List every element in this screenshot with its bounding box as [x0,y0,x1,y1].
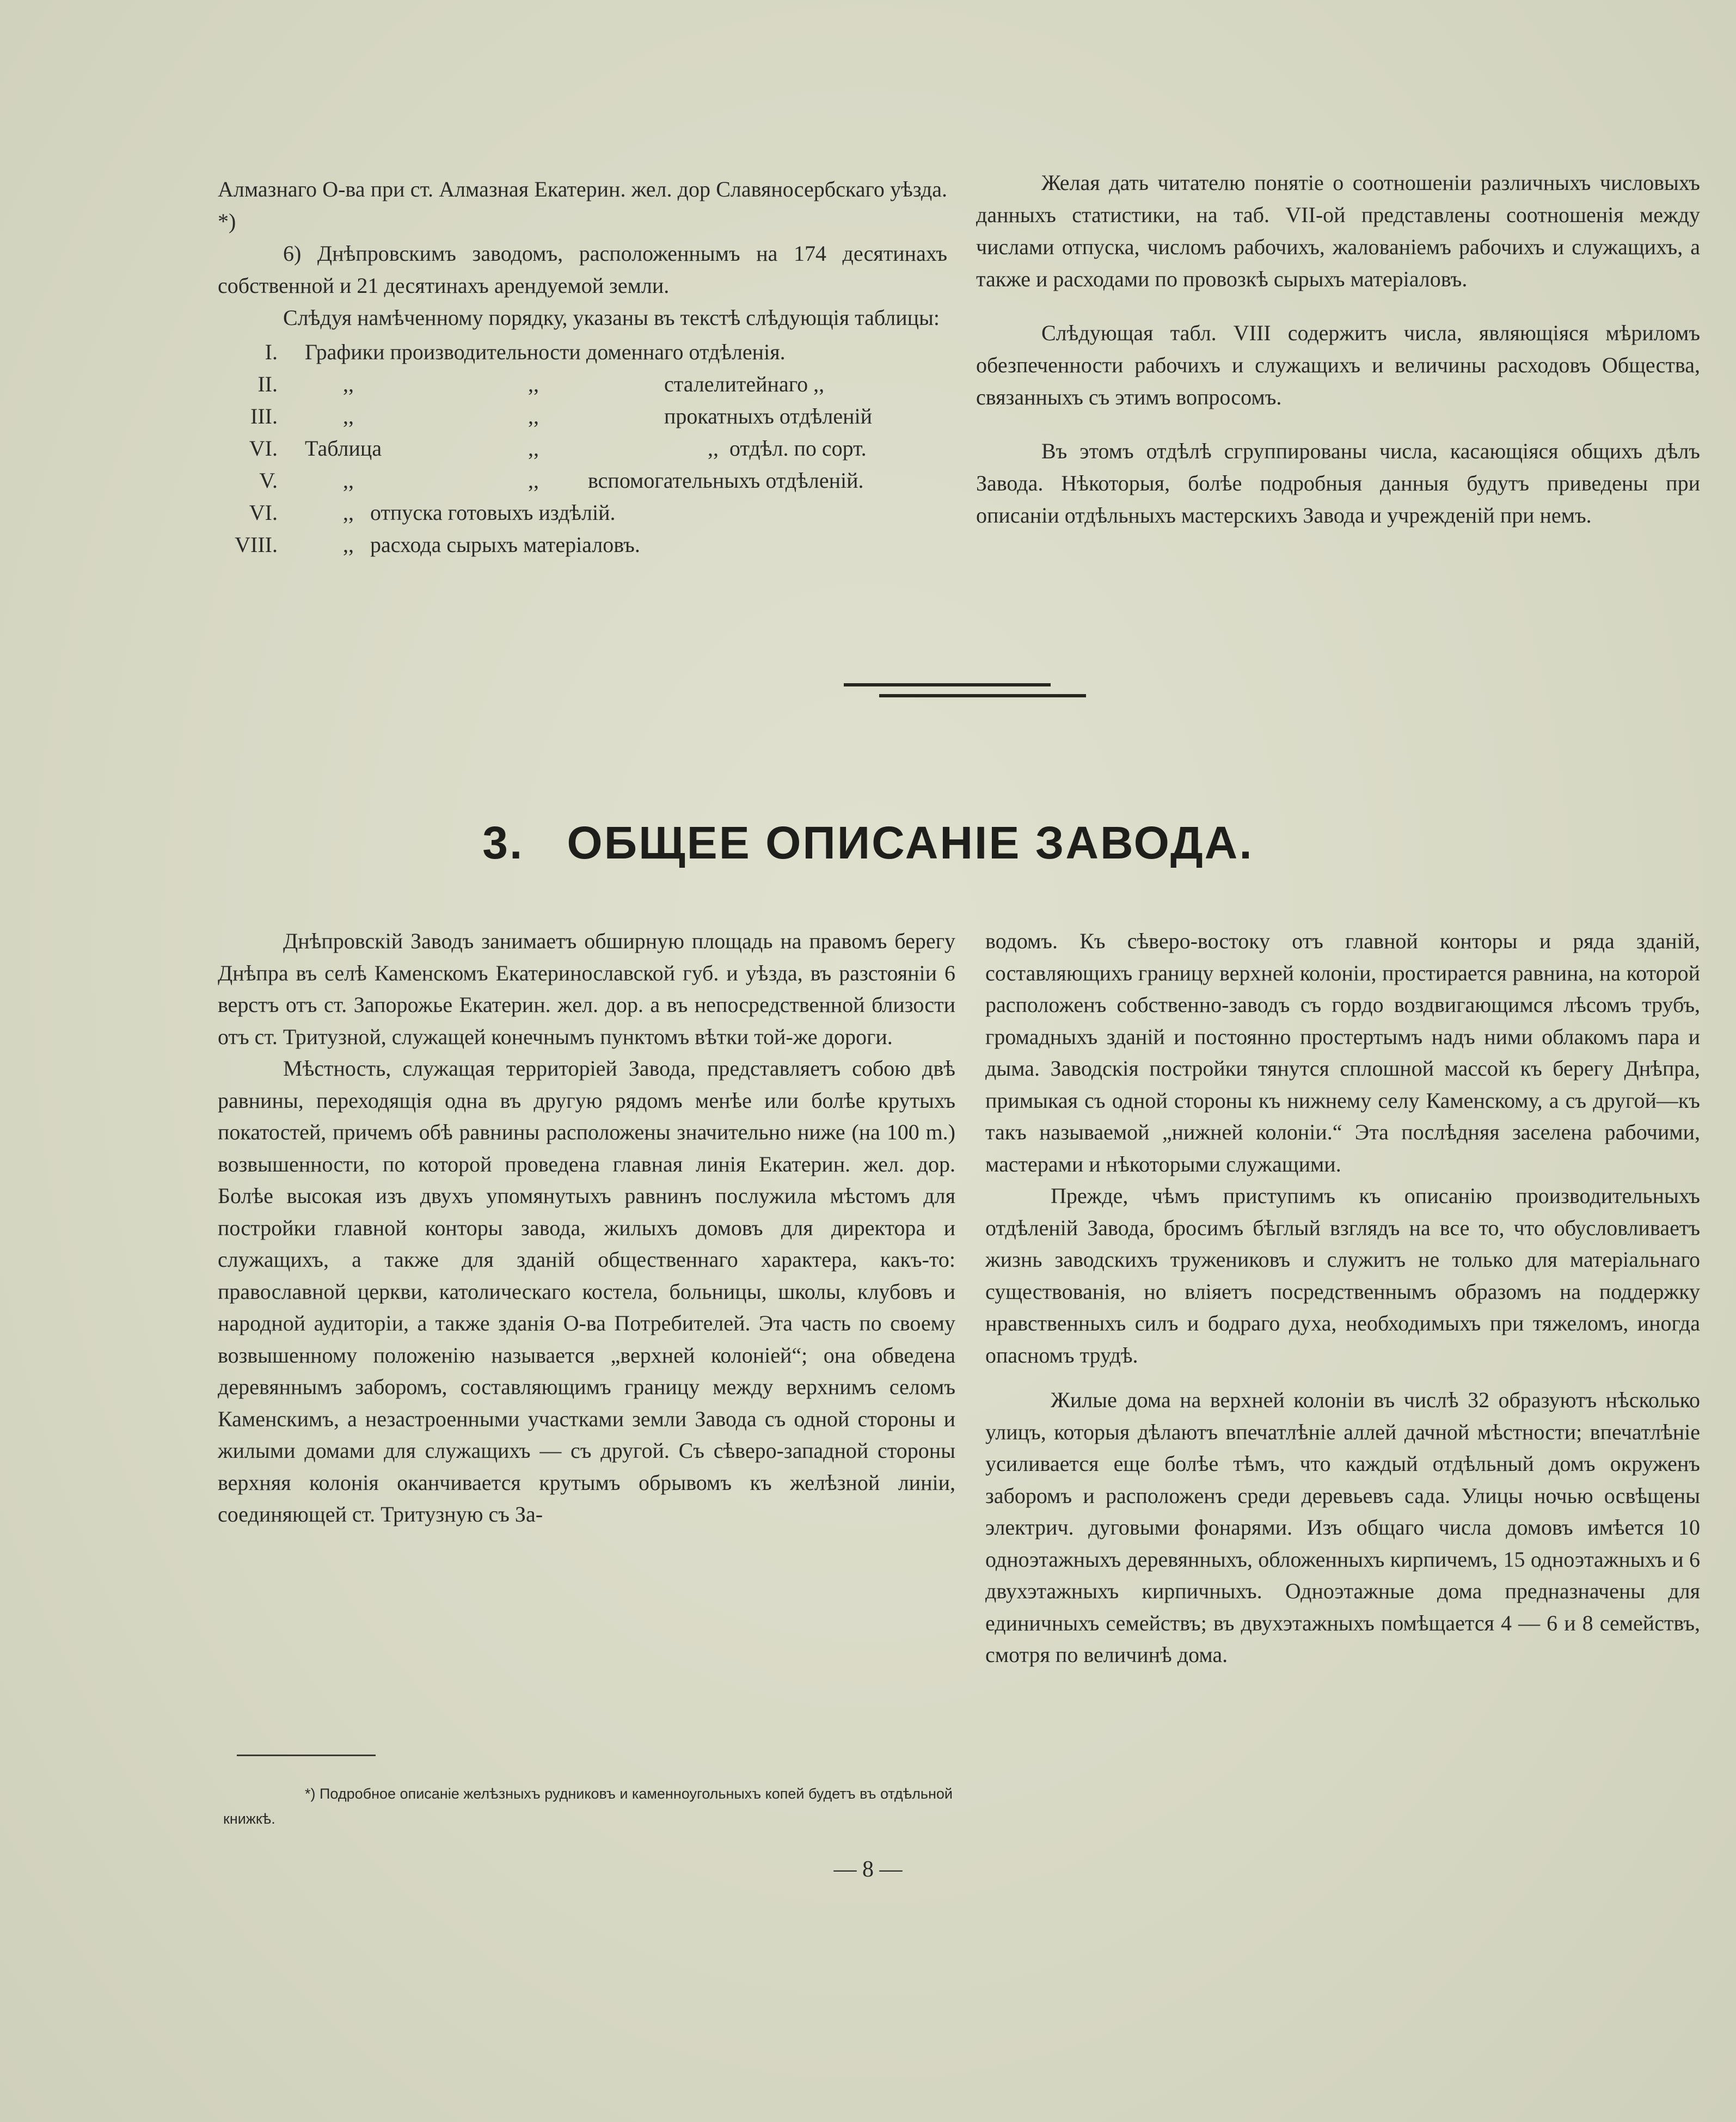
ditto-mark: ,, [528,468,539,493]
footnote-rule [237,1755,376,1756]
paragraph-statistics: Желая дать читателю понятіе о соотношеніи различныхъ числовыхъ данныхъ статистики, на таб. VII-ой представлены соотношенія между числами отпуска, числомъ рабочихъ, жалованіемъ рабочихъ и служащихъ, а также и расходами по провозкѣ сырыхъ матеріаловъ. [976,170,1700,291]
list-item [218,529,947,561]
paragraph-plant-continuation: водомъ. Къ сѣверо-востоку отъ главной конторы и ряда зданій, составляющихъ границу верхней колоніи, простирается равнина, на которой расположенъ собственно-заводъ съ гордо воздвигающимся лѣсомъ трубъ, громадныхъ зданій и постоянно простертымъ надъ ними облакомъ пара и дыма. Заводскія постройки тянутся сплошной массой къ берегу Днѣпра, примыкая съ одной стороны къ нижнему селу Каменскому, а съ другой—къ такъ называемой „нижней колоніи.“ Эта послѣдняя заселена рабочими, мастерами и нѣкоторыми служащими. [985,929,1700,1176]
list-item-text: ,, отдѣл. по сорт. [664,436,867,461]
list-item [218,400,947,432]
list-item [218,496,947,529]
list-item-number: I. [265,340,278,364]
ditto-mark: ,, [343,372,354,396]
paragraph-tables-intro: Слѣдуя намѣченному порядку, указаны въ текстѣ слѣдующія таблицы: [283,305,940,330]
page-number: — 8 — [833,1857,903,1882]
paragraph-territory: Мѣстность, служащая территоріей Завода, представляетъ собою двѣ равнины, переходящія одна въ другую рядомъ менѣе или болѣе крутыхъ покатостей, причемъ обѣ равнины расположены значительно ниже (на 100 m.) возвышенности, по которой проведена главная линія Екатерин. жел. дор. Болѣе высокая изъ двухъ упомянутыхъ равнинъ послужила мѣстомъ для постройки главной конторы завода, жилыхъ домовъ для директора и служащихъ, а также для зданій общественнаго характера, какъ-то: православной церкви, католическаго костела, больницы, школы, клубовъ и народной аудиторіи, а также зданія О-ва Потребителей. Эта часть по своему возвышенному положенію называется „верхней колоніей“; она обведена деревяннымъ заборомъ, составляющимъ границу между верхнимъ селомъ Каменскимъ, а незастроенными участками земли Завода съ одной стороны и жилыми домами для служащихъ — съ другой. Съ сѣверо-западной стороны верхняя колонія оканчивается крутымъ обрывомъ къ желѣзной линіи, соединяющей ст. Тритузную съ За- [218,1056,955,1526]
tables-list [218,336,947,561]
list-item-text: ,, расхода сырыхъ матеріаловъ. [343,532,640,557]
footnote-text: *) Подробное описаніе желѣзныхъ рудниковъ и каменноугольныхъ копей будетъ въ отдѣльной книжкѣ. [223,1786,953,1827]
paragraph-workers-life: Прежде, чѣмъ приступимъ къ описанію производительныхъ отдѣленій Завода, бросимъ бѣглый взглядъ на все то, что обусловливаетъ жизнь заводскихъ тружениковъ и служитъ не только для матеріальнаго существованія, но вліяетъ посредственнымъ образомъ на поддержку нравственныхъ силъ и бодраго духа, необходимыхъ при тяжеломъ, иногда опасномъ трудѣ. [985,1183,1700,1367]
list-item-text: Таблица [305,436,382,461]
list-item-number: II. [257,372,278,396]
paragraph-residential-houses: Жилые дома на верхней колоніи въ числѣ 32 образуютъ нѣсколько улицъ, которыя дѣлаютъ впечатлѣніе аллей дачной мѣстности; впечатлѣніе усиливается еще болѣе тѣмъ, что каждый отдѣльный домъ окруженъ заборомъ и расположенъ среди деревьевъ сада. Улицы ночью освѣщены электрич. дуговыми фонарями. Изъ общаго числа домовъ имѣется 10 одноэтажныхъ деревянныхъ, обложенныхъ кирпичемъ, 15 одноэтажныхъ и 6 двухэтажныхъ кирпичныхъ. Одноэтажные дома предназначены для единичныхъ семействъ; въ двухэтажныхъ помѣщается 4 — 6 и 8 семействъ, смотря по величинѣ дома. [985,1388,1700,1667]
ditto-mark: ,, [528,436,539,461]
paragraph-table-viii: Слѣдующая табл. VIII содержитъ числа, являющіяся мѣриломъ обезпеченности рабочихъ и служащихъ и величины расходовъ Общества, связанныхъ съ этимъ вопросомъ. [976,321,1700,409]
list-item-text: вспомогательныхъ отдѣленій. [588,468,864,493]
list-item [218,432,947,464]
list-item-text: ,, отпуска готовыхъ издѣлій. [343,500,616,525]
list-item-text: прокатныхъ отдѣленій [664,404,873,428]
top-left-column [218,173,947,561]
ditto-mark: ,, [528,404,539,428]
ditto-mark: ,, [343,404,354,428]
list-item [218,368,947,400]
ditto-mark: ,, [528,372,539,396]
list-item-text: сталелитейнаго ,, [664,372,825,396]
footnote [223,1781,953,1831]
list-item-number: VI. [249,436,278,461]
ditto-mark: ,, [343,468,354,493]
bottom-right-column [985,925,1700,1671]
list-item-number: VIII. [235,532,278,557]
paragraph-plant-location: Днѣпровскій Заводъ занимаетъ обширную площадь на правомъ берегу Днѣпра въ селѣ Каменскомъ Екатеринославской губ. и уѣзда, въ разстояніи 6 верстъ отъ ст. Запорожье Екатерин. жел. дор. а въ непосредственной близости отъ ст. Тритузной, служащей конечнымъ пунктомъ вѣтки той-же дороги. [218,929,955,1049]
bottom-left-column [218,925,955,1531]
section-divider-rule [844,683,1051,686]
list-item [218,464,947,496]
section-divider-rule [879,694,1086,697]
section-heading: 3. ОБЩЕЕ ОПИСАНІЕ ЗАВОДА. [482,817,1254,868]
list-item-number: V. [259,468,278,493]
paragraph-continuation: Алмазнаго О-ва при ст. Алмазная Екатерин. жел. дор Славяносербскаго уѣзда. *) [218,177,947,234]
list-item-number: III. [250,404,278,428]
list-item-text: Графики производительности доменнаго отдѣленія. [305,340,786,364]
list-item [218,336,947,368]
list-item-number: VI. [249,500,278,525]
paragraph-dnieper-plant: 6) Днѣпровскимъ заводомъ, расположеннымъ на 174 десятинахъ собственной и 21 десятинахъ арендуемой земли. [218,241,947,298]
top-right-column [976,167,1700,531]
paragraph-section-summary: Въ этомъ отдѣлѣ сгруппированы числа, касающіяся общихъ дѣлъ Завода. Нѣкоторыя, болѣе подробныя данныя будутъ приведены при описаніи отдѣльныхъ мастерскихъ Завода и учрежденій при немъ. [976,439,1700,528]
